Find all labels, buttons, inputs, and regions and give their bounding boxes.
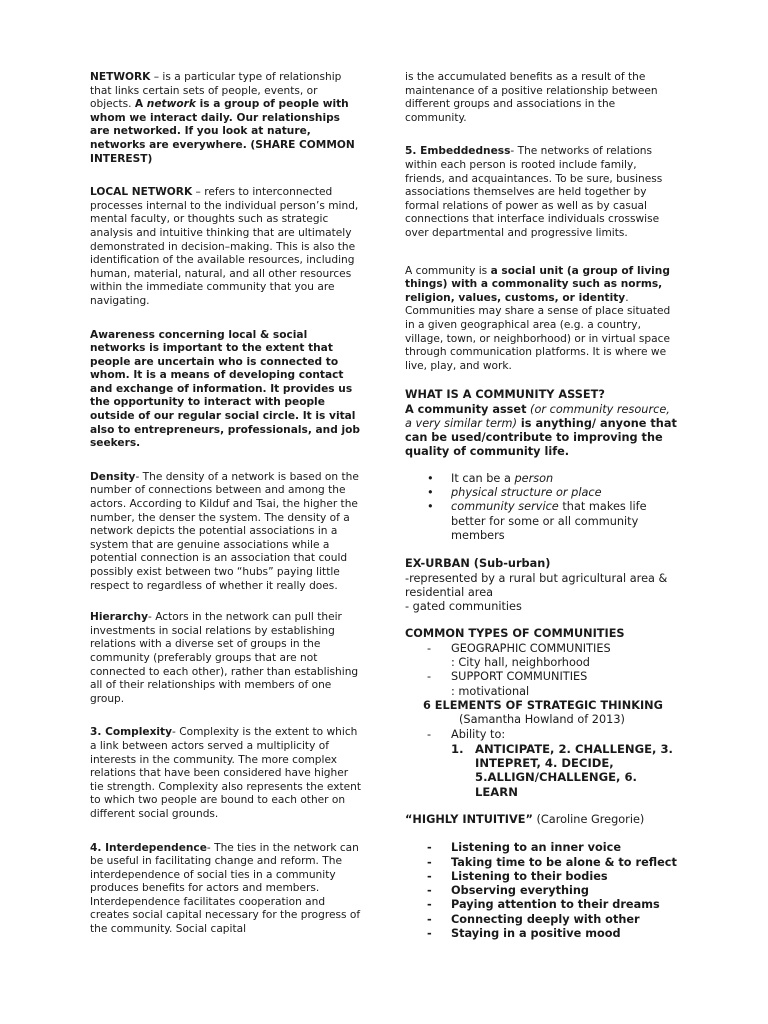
list-item: • physical structure or place <box>427 486 679 500</box>
list-item: • It can be a person <box>427 472 679 486</box>
exurban-heading: EX-URBAN (Sub-urban) <box>405 557 551 571</box>
strategic-thinking-heading: 6 ELEMENTS OF STRATEGIC THINKING <box>423 698 663 712</box>
list-item: - Staying in a positive mood <box>427 927 679 941</box>
community-asset-definition: A community asset (or community resource, a very similar term) is anything/ anyone that can be used/contribute to improving the quality of community life. <box>405 402 677 459</box>
embeddedness-term: 5. Embeddedness <box>405 145 511 158</box>
density-paragraph: Density- The density of a network is based on the number of connections between and among the actors. According to Kilduf and Tsai, the higher the number, the denser the system. The density of a network depicts the potential associations in a system that are genuine associations while a potential connection is an association that could possibly exist between two “hubs” paying little respect to regardless of whether it really does. <box>90 470 359 592</box>
list-item: - Paying attention to their dreams <box>427 898 679 912</box>
right-column <box>405 71 679 941</box>
highly-intuitive-heading: “HIGHLY INTUITIVE” (Caroline Gregorie) <box>405 813 645 826</box>
list-item: - Observing everything <box>427 884 679 898</box>
list-item: - Connecting deeply with other <box>427 913 679 927</box>
awareness-paragraph: Awareness concerning local & social networks is important to the extent that people are uncertain who is connected to whom. It is a means of developing contact and exchange of information. It provides us the opportunity to interact with people outside of our regular social circle. It is vital also to entrepreneurs, professionals, and job seekers. <box>90 328 360 450</box>
hierarchy-paragraph: Hierarchy- Actors in the network can pull their investments in social relations by establishing relations with a diverse set of groups in the community (preferably groups that are not connected to each other), rather than establishing all of their relationships with members of one group. <box>90 611 359 705</box>
local-network-term: LOCAL NETWORK <box>90 186 193 199</box>
complexity-term: 3. Complexity <box>90 726 173 739</box>
strategic-ability-list <box>405 728 679 742</box>
social-capital-continuation: is the accumulated benefits as a result of the maintenance of a positive relationship between different groups and associations in the community. <box>405 71 658 124</box>
list-item: - Listening to their bodies <box>427 870 679 884</box>
community-types-list <box>405 642 679 699</box>
density-term: Density <box>90 470 136 483</box>
list-item: - Taking time to be alone & to reflect <box>427 856 679 870</box>
list-item: - GEOGRAPHIC COMMUNITIES : City hall, neighborhood <box>427 642 679 671</box>
exurban-line-2: - gated communities <box>405 600 522 614</box>
community-types-heading: COMMON TYPES OF COMMUNITIES <box>405 627 625 641</box>
community-definition: A community is a social unit (a group of living things) with a commonality such as norms, religion, values, customs, or identity. Communities may share a sense of place situated in a given geographical area (e.g. a country, village, town, or neighborhood) or in virtual space through communication platforms. It is where we live, play, and work. <box>405 264 671 372</box>
strategic-thinking-source: (Samantha Howland of 2013) <box>459 713 625 727</box>
exurban-line-1: -represented by a rural but agricultural area & residential area <box>405 571 668 599</box>
list-item: • community service that makes life better for some or all community members <box>427 500 679 543</box>
interdependence-paragraph: 4. Interdependence- The ties in the network can be useful in facilitating change and reform. The interdependence of social ties in a community produces benefits for actors and members. Interdependence facilitates cooperation and creates social capital necessary for the progress of the community. Social capital <box>90 841 361 936</box>
community-asset-heading: WHAT IS A COMMUNITY ASSET? <box>405 388 605 402</box>
embeddedness-paragraph: 5. Embeddedness- The networks of relations within each person is rooted include family, friends, and acquaintances. To be sure, business associations themselves are held together by formal relations of power as well as by casual connections that interface individuals crosswise over departmental and progressive limits. <box>405 145 663 239</box>
left-column <box>90 71 362 937</box>
complexity-paragraph: 3. Complexity- Complexity is the extent to which a link between actors served a multiplicity of interests in the community. The more complex relations that have been considered have higher tie strength. Complexity also represents the extent to which two people are bound to each other on different social grounds. <box>90 726 362 820</box>
network-paragraph: NETWORK – is a particular type of relationship that links certain sets of people, events, or objects. A network is a group of people with whom we interact daily. Our relationships are networked. If you look at nature, networks are everywhere. (SHARE COMMON INTEREST) <box>90 71 355 165</box>
list-item: - Ability to: <box>427 728 679 742</box>
community-asset-list <box>405 472 679 543</box>
hierarchy-term: Hierarchy <box>90 611 149 624</box>
highly-intuitive-list <box>405 841 679 941</box>
list-item: - SUPPORT COMMUNITIES : motivational <box>427 670 679 699</box>
strategic-elements-list: 1. ANTICIPATE, 2. CHALLENGE, 3. INTEPRET, 4. DECIDE, 5.ALLIGN/CHALLENGE, 6. LEARN <box>451 741 673 799</box>
network-term: NETWORK <box>90 71 151 83</box>
interdependence-term: 4. Interdependence <box>90 841 207 854</box>
list-item: - Listening to an inner voice <box>427 841 679 855</box>
local-network-paragraph: LOCAL NETWORK – refers to interconnected processes internal to the individual person’s mind, mental faculty, or thoughts such as strategic analysis and intuitive thinking that are ultimately demonstrated in decision–making. This is also the identification of the available resources, including human, material, natural, and all other resources within the immediate community that you are navigating. <box>90 186 359 307</box>
